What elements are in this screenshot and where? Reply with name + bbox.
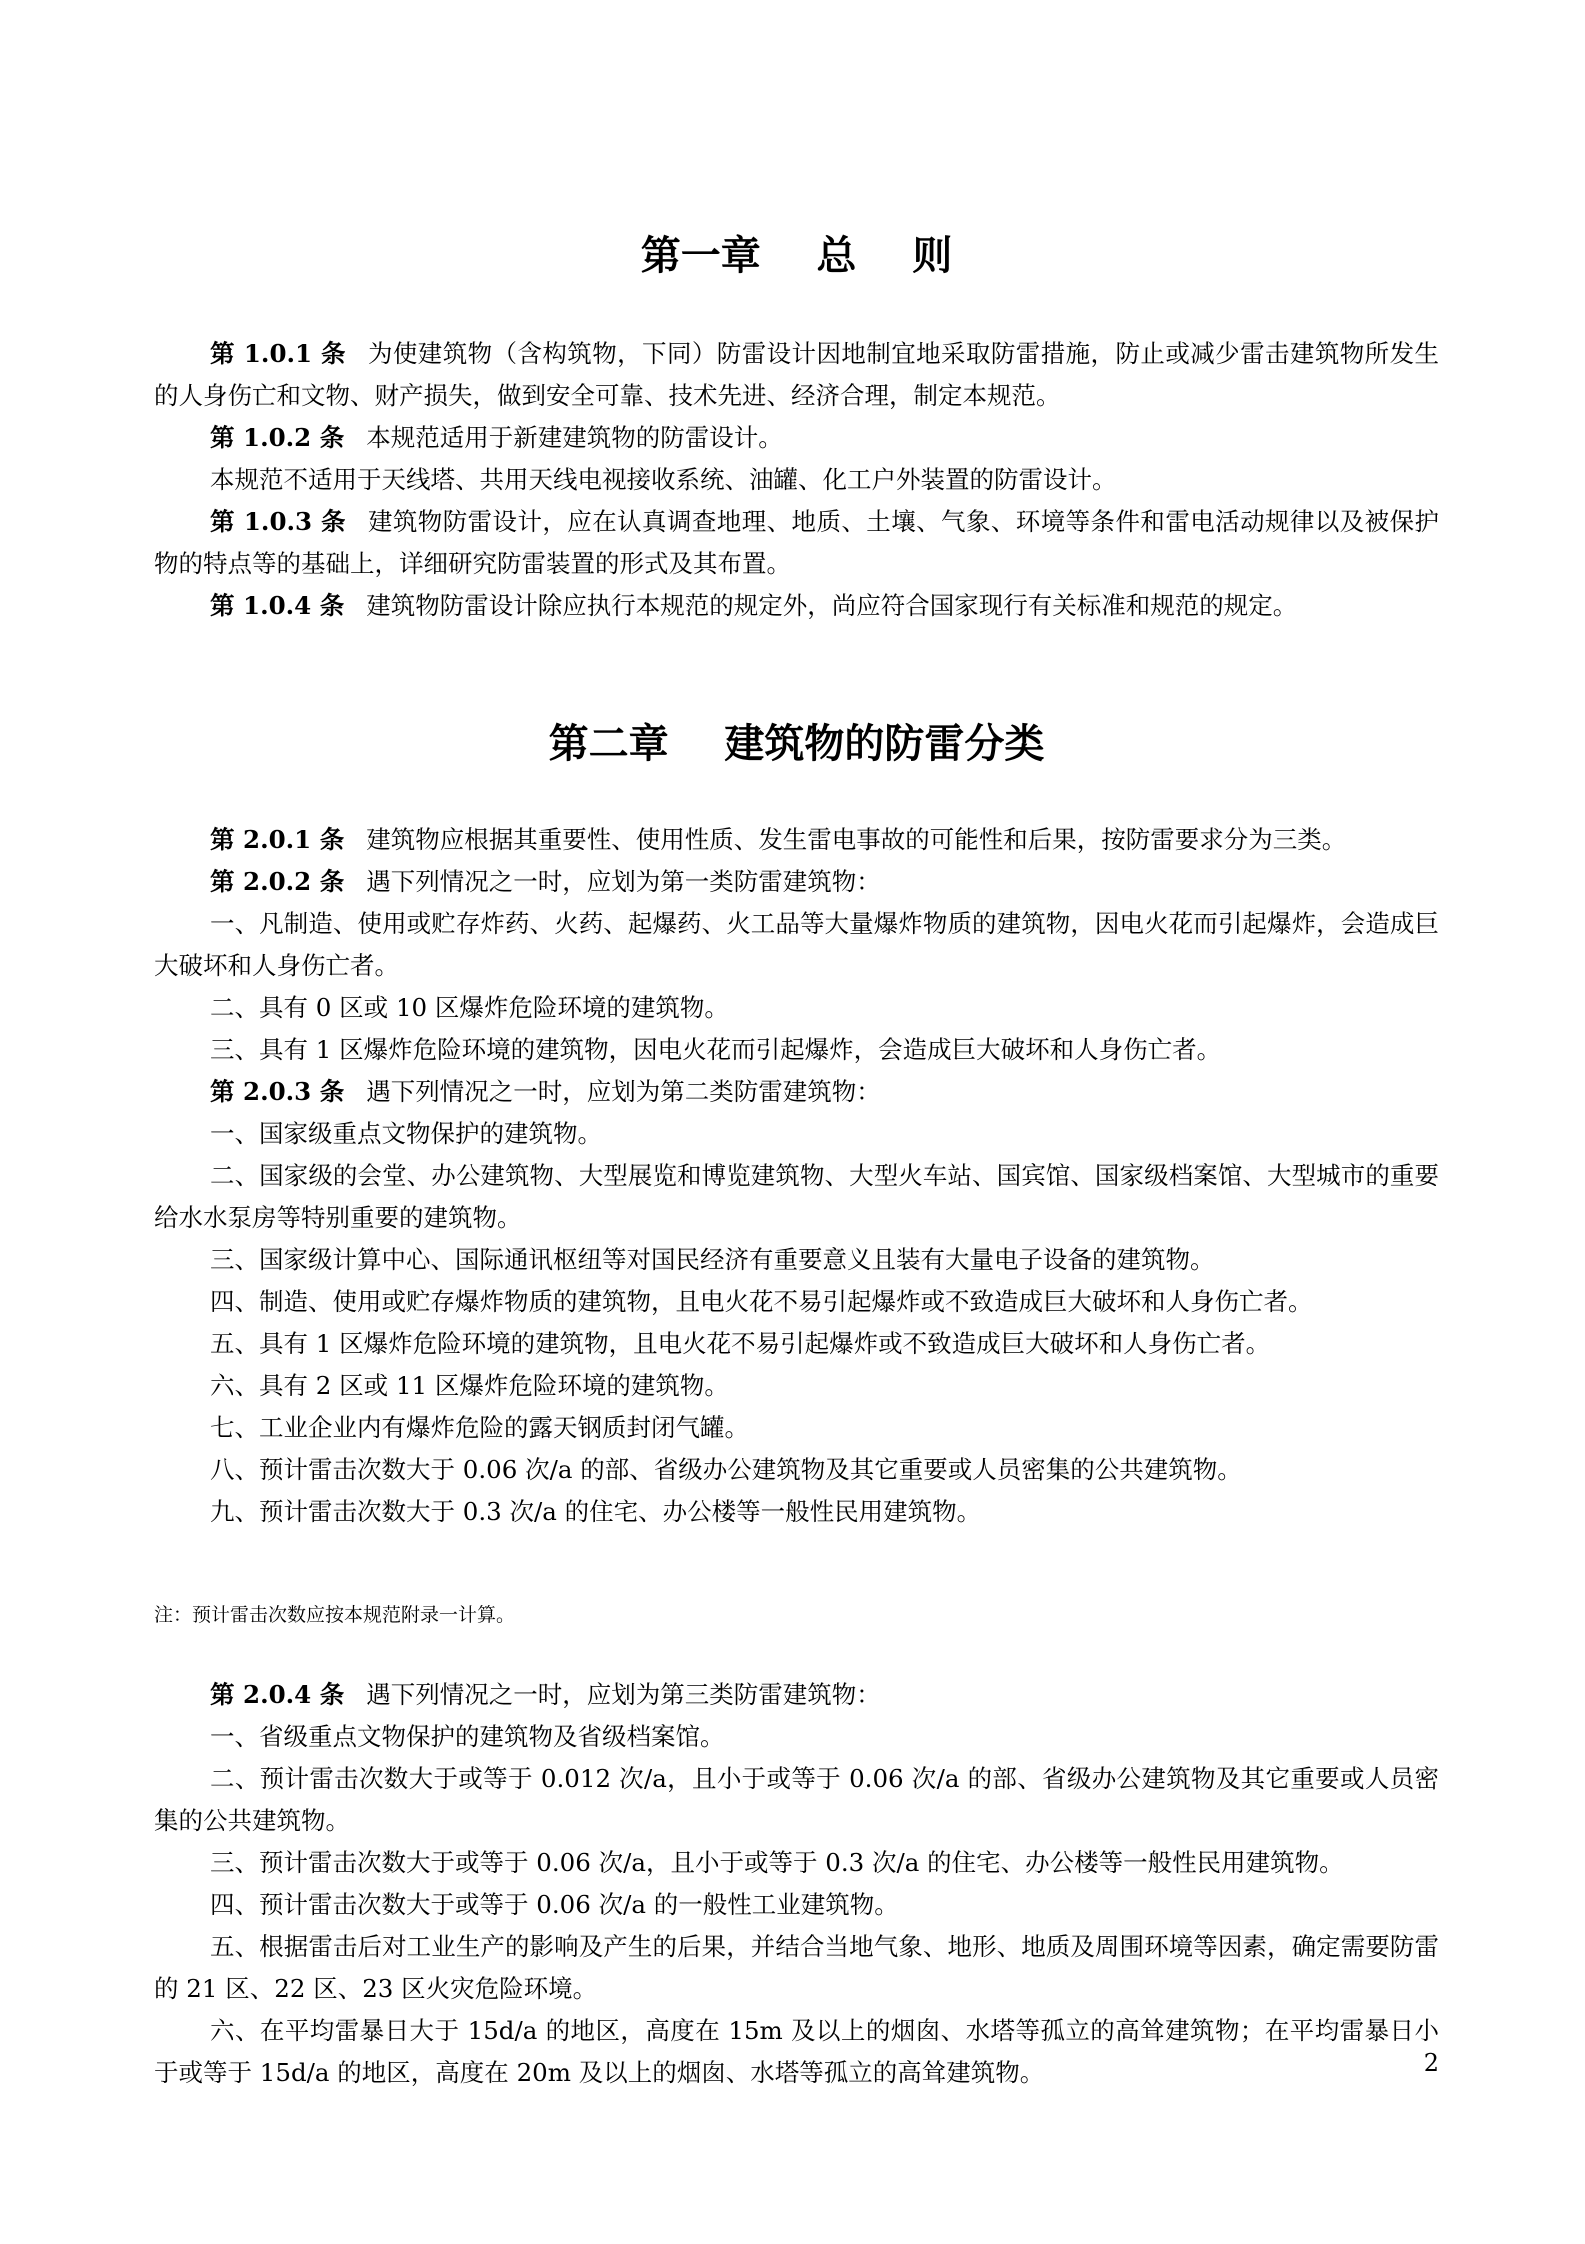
article-text: 建筑物防雷设计，应在认真调查地理、地质、土壤、气象、环境等条件和雷电活动规律以及被保护物的特点等的基础上，详细研究防雷装置的形式及其布置。 [154, 507, 1439, 578]
list-item: 四、预计雷击次数大于或等于 0.06 次/a 的一般性工业建筑物。 [210, 1890, 899, 1919]
list-item: 三、国家级计算中心、国际通讯枢纽等对国民经济有重要意义且装有大量电子设备的建筑物。 [210, 1245, 1215, 1274]
list-item: 六、具有 2 区或 11 区爆炸危险环境的建筑物。 [210, 1371, 729, 1400]
article-text: 本规范不适用于天线塔、共用天线电视接收系统、油罐、化工户外装置的防雷设计。 [210, 465, 1117, 494]
chapter-2-body-part2 [154, 1674, 1439, 2094]
article-text: 遇下列情况之一时，应划为第三类防雷建筑物： [366, 1680, 881, 1709]
article-number: 第 1.0.2 条 [210, 423, 345, 452]
article-number: 第 2.0.1 条 [210, 825, 345, 854]
list-item: 五、具有 1 区爆炸危险环境的建筑物，且电火花不易引起爆炸或不致造成巨大破坏和人身伤亡者。 [210, 1329, 1271, 1358]
list-item: 三、具有 1 区爆炸危险环境的建筑物，因电火花而引起爆炸，会造成巨大破坏和人身伤亡者。 [210, 1035, 1222, 1064]
article-2-0-2 [154, 861, 1439, 903]
article-text: 遇下列情况之一时，应划为第二类防雷建筑物： [366, 1077, 881, 1106]
article-1-0-2-continuation [154, 459, 1439, 501]
article-number: 第 1.0.4 条 [210, 591, 345, 620]
article-1-0-1 [154, 333, 1439, 417]
list-item: 一、省级重点文物保护的建筑物及省级档案馆。 [210, 1722, 725, 1751]
chapter-1-title: 第一章 总 则 [640, 233, 953, 279]
article-number: 第 2.0.2 条 [210, 867, 345, 896]
article-number: 第 2.0.4 条 [210, 1680, 345, 1709]
list-item: 五、根据雷击后对工业生产的影响及产生的后果，并结合当地气象、地形、地质及周围环境等因素，确定需要防雷的 21 区、22 区、23 区火灾危险环境。 [154, 1932, 1439, 2003]
article-text: 建筑物应根据其重要性、使用性质、发生雷电事故的可能性和后果，按防雷要求分为三类。 [366, 825, 1347, 854]
list-item: 八、预计雷击次数大于 0.06 次/a 的部、省级办公建筑物及其它重要或人员密集的公共建筑物。 [210, 1455, 1242, 1484]
article-number: 第 2.0.3 条 [210, 1077, 345, 1106]
article-number: 第 1.0.1 条 [210, 339, 346, 368]
list-item: 六、在平均雷暴日大于 15d/a 的地区，高度在 15m 及以上的烟囱、水塔等孤立的高耸建筑物；在平均雷暴日小于或等于 15d/a 的地区，高度在 20m 及以上的烟囱、水塔等孤立的高耸建筑物。 [154, 2016, 1439, 2087]
article-2-0-4 [154, 1674, 1439, 1716]
list-item: 二、具有 0 区或 10 区爆炸危险环境的建筑物。 [210, 993, 729, 1022]
list-item: 九、预计雷击次数大于 0.3 次/a 的住宅、办公楼等一般性民用建筑物。 [210, 1497, 982, 1526]
list-item: 二、预计雷击次数大于或等于 0.012 次/a，且小于或等于 0.06 次/a 的部、省级办公建筑物及其它重要或人员密集的公共建筑物。 [154, 1764, 1439, 1835]
article-2-0-1 [154, 819, 1439, 861]
chapter-2-body-part1 [154, 819, 1439, 1533]
article-1-0-4 [154, 585, 1439, 627]
article-text: 本规范适用于新建建筑物的防雷设计。 [366, 423, 783, 452]
list-item: 七、工业企业内有爆炸危险的露天钢质封闭气罐。 [210, 1413, 749, 1442]
page-number: 2 [1423, 2049, 1439, 2077]
article-2-0-3 [154, 1071, 1439, 1113]
article-text: 遇下列情况之一时，应划为第一类防雷建筑物： [366, 867, 881, 896]
list-item: 三、预计雷击次数大于或等于 0.06 次/a，且小于或等于 0.3 次/a 的住宅、办公楼等一般性民用建筑物。 [210, 1848, 1344, 1877]
list-item: 四、制造、使用或贮存爆炸物质的建筑物，且电火花不易引起爆炸或不致造成巨大破坏和人身伤亡者。 [210, 1287, 1313, 1316]
article-text: 建筑物防雷设计除应执行本规范的规定外，尚应符合国家现行有关标准和规范的规定。 [366, 591, 1298, 620]
list-item: 二、国家级的会堂、办公建筑物、大型展览和博览建筑物、大型火车站、国宾馆、国家级档案馆、大型城市的重要给水水泵房等特别重要的建筑物。 [154, 1161, 1439, 1232]
article-1-0-3 [154, 501, 1439, 585]
article-number: 第 1.0.3 条 [210, 507, 346, 536]
list-item: 一、国家级重点文物保护的建筑物。 [210, 1119, 602, 1148]
article-text: 为使建筑物（含构筑物，下同）防雷设计因地制宜地采取防雷措施，防止或减少雷击建筑物所发生的人身伤亡和文物、财产损失，做到安全可靠、技术先进、经济合理，制定本规范。 [154, 339, 1439, 410]
chapter-1-body [154, 333, 1439, 627]
list-item: 一、凡制造、使用或贮存炸药、火药、起爆药、火工品等大量爆炸物质的建筑物，因电火花而引起爆炸，会造成巨大破坏和人身伤亡者。 [154, 909, 1439, 980]
footnote: 注：预计雷击次数应按本规范附录一计算。 [154, 1604, 516, 1626]
chapter-2-title: 第二章 建筑物的防雷分类 [548, 721, 1045, 767]
article-1-0-2 [154, 417, 1439, 459]
